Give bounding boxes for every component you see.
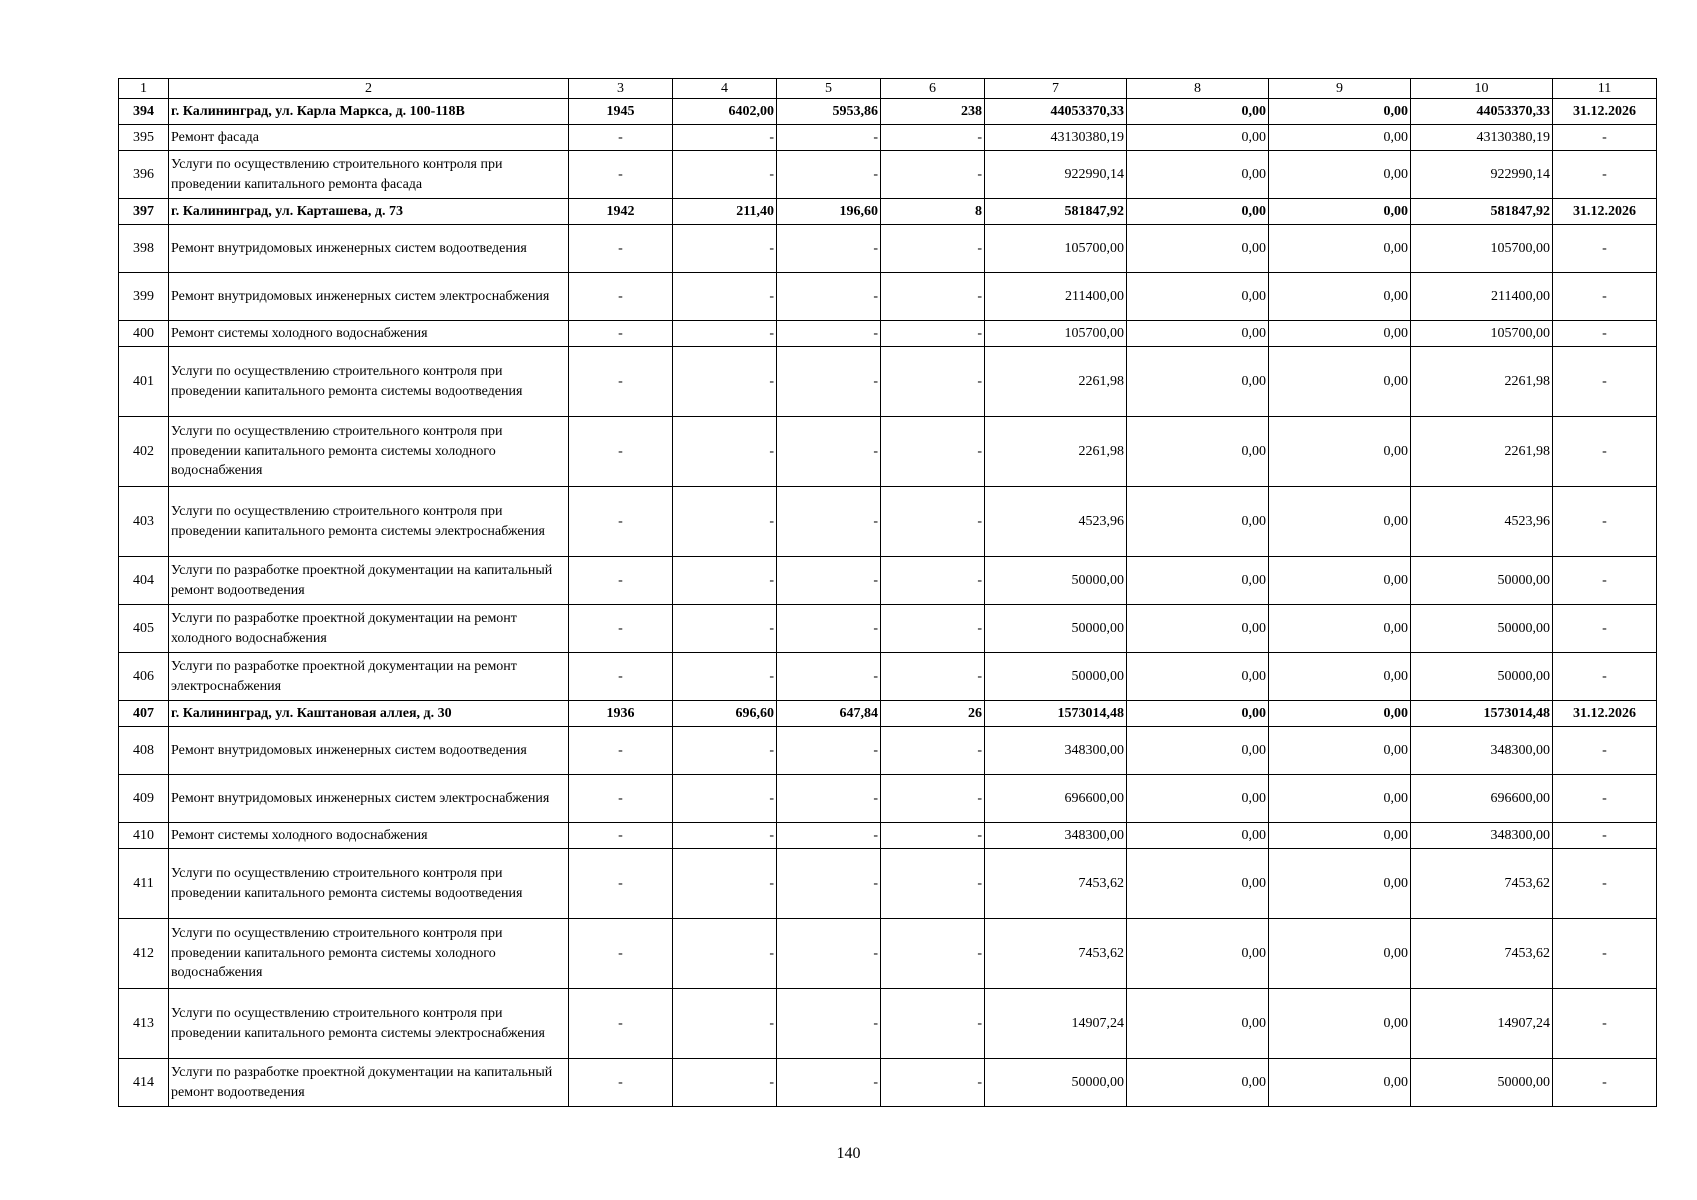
year-built-cell: - (569, 151, 673, 199)
owner-funds-cell: 348300,00 (1411, 823, 1553, 849)
completion-date-cell: - (1553, 653, 1657, 701)
federal-funds-cell: 0,00 (1127, 199, 1269, 225)
column-header-4: 4 (673, 79, 777, 99)
regional-funds-cell: 0,00 (1269, 199, 1411, 225)
regional-funds-cell: 0,00 (1269, 775, 1411, 823)
total-cost-cell: 2261,98 (985, 417, 1127, 487)
completion-date-cell: - (1553, 347, 1657, 417)
residents-cell: - (881, 605, 985, 653)
year-built-cell: - (569, 321, 673, 347)
row-number-cell: 395 (119, 125, 169, 151)
work-item-row (119, 727, 1657, 775)
row-number-cell: 399 (119, 273, 169, 321)
work-item-row (119, 823, 1657, 849)
living-area-cell: - (777, 151, 881, 199)
federal-funds-cell: 0,00 (1127, 417, 1269, 487)
year-built-cell: - (569, 989, 673, 1059)
total-area-cell: - (673, 347, 777, 417)
total-cost-cell: 50000,00 (985, 653, 1127, 701)
residents-cell: 8 (881, 199, 985, 225)
year-built-cell: - (569, 727, 673, 775)
work-name-cell: Ремонт фасада (169, 125, 569, 151)
work-item-row (119, 487, 1657, 557)
living-area-cell: - (777, 727, 881, 775)
federal-funds-cell: 0,00 (1127, 1059, 1269, 1107)
work-item-row (119, 989, 1657, 1059)
completion-date-cell: - (1553, 125, 1657, 151)
total-cost-cell: 581847,92 (985, 199, 1127, 225)
column-number-header-row (119, 79, 1657, 99)
row-number-cell: 400 (119, 321, 169, 347)
owner-funds-cell: 50000,00 (1411, 653, 1553, 701)
federal-funds-cell: 0,00 (1127, 775, 1269, 823)
total-cost-cell: 211400,00 (985, 273, 1127, 321)
total-cost-cell: 44053370,33 (985, 99, 1127, 125)
federal-funds-cell: 0,00 (1127, 557, 1269, 605)
regional-funds-cell: 0,00 (1269, 849, 1411, 919)
federal-funds-cell: 0,00 (1127, 727, 1269, 775)
living-area-cell: - (777, 557, 881, 605)
total-cost-cell: 4523,96 (985, 487, 1127, 557)
regional-funds-cell: 0,00 (1269, 225, 1411, 273)
federal-funds-cell: 0,00 (1127, 823, 1269, 849)
year-built-cell: 1945 (569, 99, 673, 125)
work-item-row (119, 919, 1657, 989)
capital-repair-table (118, 78, 1657, 1107)
year-built-cell: - (569, 1059, 673, 1107)
residents-cell: - (881, 775, 985, 823)
federal-funds-cell: 0,00 (1127, 989, 1269, 1059)
total-cost-cell: 922990,14 (985, 151, 1127, 199)
row-number-cell: 403 (119, 487, 169, 557)
work-name-cell: г. Калининград, ул. Карла Маркса, д. 100-118В (169, 99, 569, 125)
year-built-cell: - (569, 775, 673, 823)
row-number-cell: 394 (119, 99, 169, 125)
work-name-cell: Услуги по осуществлению строительного контроля при проведении капитального ремонта системы холодного водоснабжения (169, 919, 569, 989)
residents-cell: - (881, 347, 985, 417)
residents-cell: - (881, 823, 985, 849)
regional-funds-cell: 0,00 (1269, 823, 1411, 849)
work-item-row (119, 321, 1657, 347)
work-name-cell: г. Калининград, ул. Карташева, д. 73 (169, 199, 569, 225)
total-cost-cell: 348300,00 (985, 823, 1127, 849)
year-built-cell: - (569, 273, 673, 321)
column-header-5: 5 (777, 79, 881, 99)
row-number-cell: 404 (119, 557, 169, 605)
row-number-cell: 414 (119, 1059, 169, 1107)
residents-cell: - (881, 273, 985, 321)
living-area-cell: - (777, 849, 881, 919)
year-built-cell: - (569, 605, 673, 653)
total-cost-cell: 2261,98 (985, 347, 1127, 417)
work-item-row (119, 557, 1657, 605)
regional-funds-cell: 0,00 (1269, 727, 1411, 775)
total-area-cell: - (673, 605, 777, 653)
regional-funds-cell: 0,00 (1269, 487, 1411, 557)
row-number-cell: 406 (119, 653, 169, 701)
work-name-cell: Услуги по разработке проектной документации на капитальный ремонт водоотведения (169, 1059, 569, 1107)
work-name-cell: Ремонт внутридомовых инженерных систем водоотведения (169, 225, 569, 273)
total-area-cell: - (673, 653, 777, 701)
work-item-row (119, 151, 1657, 199)
work-item-row (119, 775, 1657, 823)
residents-cell: - (881, 727, 985, 775)
regional-funds-cell: 0,00 (1269, 557, 1411, 605)
owner-funds-cell: 696600,00 (1411, 775, 1553, 823)
row-number-cell: 398 (119, 225, 169, 273)
work-name-cell: Ремонт системы холодного водоснабжения (169, 823, 569, 849)
work-item-row (119, 347, 1657, 417)
address-row (119, 99, 1657, 125)
total-area-cell: - (673, 417, 777, 487)
total-area-cell: - (673, 823, 777, 849)
completion-date-cell: - (1553, 321, 1657, 347)
owner-funds-cell: 105700,00 (1411, 225, 1553, 273)
federal-funds-cell: 0,00 (1127, 605, 1269, 653)
year-built-cell: 1942 (569, 199, 673, 225)
page-number: 140 (836, 1145, 861, 1162)
completion-date-cell: - (1553, 727, 1657, 775)
work-name-cell: Услуги по разработке проектной документации на ремонт холодного водоснабжения (169, 605, 569, 653)
work-name-cell: Услуги по разработке проектной документации на ремонт электроснабжения (169, 653, 569, 701)
total-area-cell: - (673, 557, 777, 605)
column-header-3: 3 (569, 79, 673, 99)
work-name-cell: Услуги по осуществлению строительного контроля при проведении капитального ремонта системы водоотведения (169, 849, 569, 919)
column-header-9: 9 (1269, 79, 1411, 99)
work-item-row (119, 125, 1657, 151)
row-number-cell: 409 (119, 775, 169, 823)
completion-date-cell: - (1553, 849, 1657, 919)
work-name-cell: Ремонт внутридомовых инженерных систем электроснабжения (169, 273, 569, 321)
completion-date-cell: - (1553, 487, 1657, 557)
owner-funds-cell: 50000,00 (1411, 557, 1553, 605)
total-area-cell: - (673, 487, 777, 557)
work-name-cell: Услуги по осуществлению строительного контроля при проведении капитального ремонта системы водоотведения (169, 347, 569, 417)
total-area-cell: - (673, 225, 777, 273)
row-number-cell: 408 (119, 727, 169, 775)
completion-date-cell: - (1553, 417, 1657, 487)
residents-cell: - (881, 849, 985, 919)
residents-cell: - (881, 653, 985, 701)
federal-funds-cell: 0,00 (1127, 487, 1269, 557)
living-area-cell: - (777, 487, 881, 557)
residents-cell: - (881, 125, 985, 151)
completion-date-cell: 31.12.2026 (1553, 99, 1657, 125)
work-name-cell: Ремонт внутридомовых инженерных систем электроснабжения (169, 775, 569, 823)
owner-funds-cell: 105700,00 (1411, 321, 1553, 347)
address-row (119, 701, 1657, 727)
total-cost-cell: 105700,00 (985, 225, 1127, 273)
work-name-cell: Услуги по осуществлению строительного контроля при проведении капитального ремонта системы холодного водоснабжения (169, 417, 569, 487)
row-number-cell: 397 (119, 199, 169, 225)
total-cost-cell: 50000,00 (985, 1059, 1127, 1107)
regional-funds-cell: 0,00 (1269, 151, 1411, 199)
total-cost-cell: 105700,00 (985, 321, 1127, 347)
total-area-cell: 696,60 (673, 701, 777, 727)
residents-cell: - (881, 919, 985, 989)
work-item-row (119, 849, 1657, 919)
regional-funds-cell: 0,00 (1269, 605, 1411, 653)
total-cost-cell: 1573014,48 (985, 701, 1127, 727)
regional-funds-cell: 0,00 (1269, 321, 1411, 347)
work-name-cell: Ремонт системы холодного водоснабжения (169, 321, 569, 347)
living-area-cell: 647,84 (777, 701, 881, 727)
owner-funds-cell: 4523,96 (1411, 487, 1553, 557)
total-area-cell: - (673, 273, 777, 321)
residents-cell: - (881, 151, 985, 199)
federal-funds-cell: 0,00 (1127, 347, 1269, 417)
total-area-cell: - (673, 849, 777, 919)
work-name-cell: Ремонт внутридомовых инженерных систем водоотведения (169, 727, 569, 775)
column-header-1: 1 (119, 79, 169, 99)
year-built-cell: - (569, 347, 673, 417)
living-area-cell: - (777, 1059, 881, 1107)
living-area-cell: 196,60 (777, 199, 881, 225)
completion-date-cell: - (1553, 225, 1657, 273)
residents-cell: 238 (881, 99, 985, 125)
federal-funds-cell: 0,00 (1127, 653, 1269, 701)
regional-funds-cell: 0,00 (1269, 653, 1411, 701)
regional-funds-cell: 0,00 (1269, 273, 1411, 321)
total-cost-cell: 696600,00 (985, 775, 1127, 823)
owner-funds-cell: 2261,98 (1411, 347, 1553, 417)
total-area-cell: - (673, 125, 777, 151)
owner-funds-cell: 1573014,48 (1411, 701, 1553, 727)
work-item-row (119, 417, 1657, 487)
residents-cell: 26 (881, 701, 985, 727)
total-area-cell: - (673, 151, 777, 199)
total-area-cell: 211,40 (673, 199, 777, 225)
total-cost-cell: 14907,24 (985, 989, 1127, 1059)
regional-funds-cell: 0,00 (1269, 989, 1411, 1059)
owner-funds-cell: 14907,24 (1411, 989, 1553, 1059)
row-number-cell: 405 (119, 605, 169, 653)
address-row (119, 199, 1657, 225)
total-cost-cell: 7453,62 (985, 849, 1127, 919)
column-header-2: 2 (169, 79, 569, 99)
federal-funds-cell: 0,00 (1127, 225, 1269, 273)
row-number-cell: 407 (119, 701, 169, 727)
residents-cell: - (881, 225, 985, 273)
owner-funds-cell: 922990,14 (1411, 151, 1553, 199)
living-area-cell: - (777, 321, 881, 347)
row-number-cell: 401 (119, 347, 169, 417)
year-built-cell: - (569, 487, 673, 557)
year-built-cell: - (569, 557, 673, 605)
residents-cell: - (881, 1059, 985, 1107)
work-item-row (119, 1059, 1657, 1107)
year-built-cell: - (569, 417, 673, 487)
row-number-cell: 412 (119, 919, 169, 989)
regional-funds-cell: 0,00 (1269, 701, 1411, 727)
completion-date-cell: - (1553, 605, 1657, 653)
residents-cell: - (881, 487, 985, 557)
residents-cell: - (881, 321, 985, 347)
column-header-7: 7 (985, 79, 1127, 99)
work-name-cell: Услуги по осуществлению строительного контроля при проведении капитального ремонта фасада (169, 151, 569, 199)
completion-date-cell: - (1553, 989, 1657, 1059)
total-area-cell: - (673, 775, 777, 823)
completion-date-cell: - (1553, 1059, 1657, 1107)
work-name-cell: Услуги по осуществлению строительного контроля при проведении капитального ремонта системы электроснабжения (169, 989, 569, 1059)
residents-cell: - (881, 989, 985, 1059)
living-area-cell: 5953,86 (777, 99, 881, 125)
completion-date-cell: - (1553, 151, 1657, 199)
work-item-row (119, 605, 1657, 653)
regional-funds-cell: 0,00 (1269, 417, 1411, 487)
total-cost-cell: 50000,00 (985, 557, 1127, 605)
total-cost-cell: 348300,00 (985, 727, 1127, 775)
owner-funds-cell: 2261,98 (1411, 417, 1553, 487)
work-item-row (119, 225, 1657, 273)
federal-funds-cell: 0,00 (1127, 321, 1269, 347)
completion-date-cell: - (1553, 919, 1657, 989)
year-built-cell: 1936 (569, 701, 673, 727)
regional-funds-cell: 0,00 (1269, 125, 1411, 151)
work-name-cell: г. Калининград, ул. Каштановая аллея, д. 30 (169, 701, 569, 727)
completion-date-cell: 31.12.2026 (1553, 199, 1657, 225)
year-built-cell: - (569, 653, 673, 701)
total-area-cell: 6402,00 (673, 99, 777, 125)
living-area-cell: - (777, 225, 881, 273)
owner-funds-cell: 50000,00 (1411, 605, 1553, 653)
work-item-row (119, 653, 1657, 701)
total-area-cell: - (673, 727, 777, 775)
living-area-cell: - (777, 775, 881, 823)
completion-date-cell: - (1553, 557, 1657, 605)
completion-date-cell: 31.12.2026 (1553, 701, 1657, 727)
year-built-cell: - (569, 849, 673, 919)
column-header-6: 6 (881, 79, 985, 99)
living-area-cell: - (777, 417, 881, 487)
column-header-11: 11 (1553, 79, 1657, 99)
owner-funds-cell: 50000,00 (1411, 1059, 1553, 1107)
living-area-cell: - (777, 823, 881, 849)
row-number-cell: 396 (119, 151, 169, 199)
owner-funds-cell: 7453,62 (1411, 849, 1553, 919)
federal-funds-cell: 0,00 (1127, 99, 1269, 125)
total-cost-cell: 7453,62 (985, 919, 1127, 989)
living-area-cell: - (777, 919, 881, 989)
regional-funds-cell: 0,00 (1269, 347, 1411, 417)
total-area-cell: - (673, 989, 777, 1059)
living-area-cell: - (777, 347, 881, 417)
living-area-cell: - (777, 125, 881, 151)
work-name-cell: Услуги по осуществлению строительного контроля при проведении капитального ремонта системы электроснабжения (169, 487, 569, 557)
year-built-cell: - (569, 823, 673, 849)
total-area-cell: - (673, 1059, 777, 1107)
work-item-row (119, 273, 1657, 321)
federal-funds-cell: 0,00 (1127, 273, 1269, 321)
owner-funds-cell: 7453,62 (1411, 919, 1553, 989)
federal-funds-cell: 0,00 (1127, 125, 1269, 151)
living-area-cell: - (777, 989, 881, 1059)
regional-funds-cell: 0,00 (1269, 99, 1411, 125)
residents-cell: - (881, 417, 985, 487)
work-name-cell: Услуги по разработке проектной документации на капитальный ремонт водоотведения (169, 557, 569, 605)
federal-funds-cell: 0,00 (1127, 701, 1269, 727)
owner-funds-cell: 43130380,19 (1411, 125, 1553, 151)
regional-funds-cell: 0,00 (1269, 1059, 1411, 1107)
residents-cell: - (881, 557, 985, 605)
total-cost-cell: 50000,00 (985, 605, 1127, 653)
completion-date-cell: - (1553, 823, 1657, 849)
table-body (119, 79, 1657, 1107)
owner-funds-cell: 348300,00 (1411, 727, 1553, 775)
row-number-cell: 410 (119, 823, 169, 849)
total-area-cell: - (673, 321, 777, 347)
completion-date-cell: - (1553, 273, 1657, 321)
year-built-cell: - (569, 225, 673, 273)
total-area-cell: - (673, 919, 777, 989)
row-number-cell: 411 (119, 849, 169, 919)
regional-funds-cell: 0,00 (1269, 919, 1411, 989)
owner-funds-cell: 581847,92 (1411, 199, 1553, 225)
federal-funds-cell: 0,00 (1127, 151, 1269, 199)
column-header-8: 8 (1127, 79, 1269, 99)
owner-funds-cell: 211400,00 (1411, 273, 1553, 321)
column-header-10: 10 (1411, 79, 1553, 99)
total-cost-cell: 43130380,19 (985, 125, 1127, 151)
completion-date-cell: - (1553, 775, 1657, 823)
year-built-cell: - (569, 125, 673, 151)
living-area-cell: - (777, 653, 881, 701)
owner-funds-cell: 44053370,33 (1411, 99, 1553, 125)
living-area-cell: - (777, 605, 881, 653)
row-number-cell: 402 (119, 417, 169, 487)
living-area-cell: - (777, 273, 881, 321)
year-built-cell: - (569, 919, 673, 989)
row-number-cell: 413 (119, 989, 169, 1059)
federal-funds-cell: 0,00 (1127, 849, 1269, 919)
federal-funds-cell: 0,00 (1127, 919, 1269, 989)
